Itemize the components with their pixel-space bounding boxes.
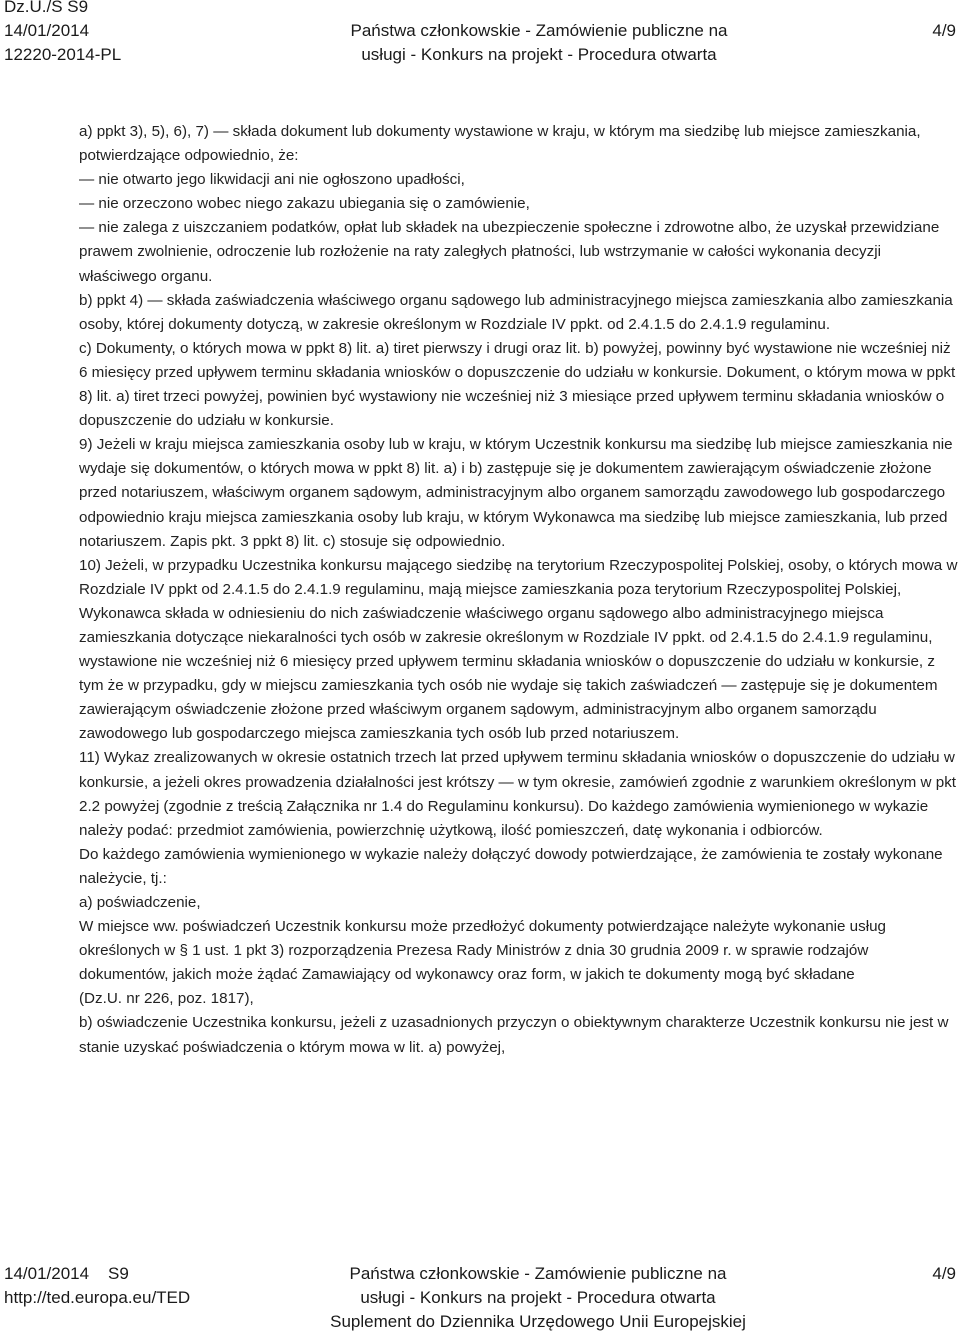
page-footer (0, 1262, 960, 1334)
footer-series: S9 (108, 1264, 129, 1283)
document-body (79, 120, 959, 1060)
paragraph: 9) Jeżeli w kraju miejsca zamieszkania osoby lub w kraju, w którym Uczestnik konkursu ma siedzibę lub miejsce zamieszkania nie wydaje się dokumentów, o których mowa w ppkt 8) lit. a) i b) zastępuje się je dokumentem zawierającym oświadczenie złożone przed notariuszem, właściwym organem sądowym, administracyjnym albo organem samorządu zawodowego lub gospodarczego odpowiednio kraju miejsca zamieszkania osoby lub kraju, w którym Wykonawca ma siedzibę lub miejsce zamieszkania, lub przed notariuszem. Zapis pkt. 3 ppkt 8) lit. c) stosuje się odpowiednio. (79, 436, 953, 550)
paragraph: — nie otwarto jego likwidacji ani nie ogłoszono upadłości, (79, 171, 465, 189)
header-reference (4, 0, 121, 67)
paragraph: c) Dokumenty, o których mowa w ppkt 8) lit. a) tiret pierwszy i drugi oraz lit. b) powyżej, powinny być wystawione nie wcześniej niż 6 miesięcy przed upływem terminu składania wniosków o dopuszczenie do udziału w konkursie. Dokument, o którym mowa w ppkt 8) lit. a) tiret trzeci powyżej, powinien być wystawiony nie wcześniej niż 3 miesiące przed upływem terminu składania wniosków o dopuszczenie do udziału w konkursie. (79, 339, 956, 430)
paragraph: 10) Jeżeli, w przypadku Uczestnika konkursu mającego siedzibę na terytorium Rzeczypospolitej Polskiej, osoby, o których mowa w Rozdziale IV ppkt od 2.4.1.5 do 2.4.1.9 regulaminu, mają miejsce zamieszkania poza terytorium Rzeczypospolitej Polskiej, Wykonawca składa w odniesieniu do nich zaświadczenie właściwego organu sądowego albo administracyjnego miejsca zamieszkania dotyczące niekaralności tych osób w zakresie określonym w Rozdziale IV ppkt. od 2.4.1.5 do 2.4.1.9 regulaminu, wystawione nie wcześniej niż 6 miesięcy przed upływem terminu składania wniosków o dopuszczenie do udziału w konkursie, z tym że w przypadku, gdy w miejscu zamieszkania tych osób nie wydaje się takich zaświadczeń — zastępuje się je dokumentem zawierającym oświadczenie złożone przed właściwym organem sądowym, administracyjnym albo organem samorządu zawodowego lub gospodarczego miejsca zamieszkania tych osób lub przed notariuszem. (79, 556, 958, 743)
footer-reference (4, 1262, 190, 1310)
header-date: 14/01/2014 (4, 21, 90, 40)
header-journal-ref: Dz.U./S S9 (4, 0, 89, 16)
header-title-line1: Państwa członkowskie - Zamówienie publiczne na (350, 21, 728, 40)
paragraph: Do każdego zamówienia wymienionego w wykazie należy dołączyć dowody potwierdzające, że zamówienia te zostały wykonane należycie, tj.: (79, 845, 943, 887)
paragraph: W miejsce ww. poświadczeń Uczestnik konkursu może przedłożyć dokumenty potwierdzające należyte wykonanie usług określonych w § 1 ust. 1 pkt 3) rozporządzenia Prezesa Rady Ministrów z dnia 30 grudnia 2009 r. w sprawie rodzajów dokumentów, jakich może żądać Zamawiający od wykonawcy oraz form, w jakich te dokumenty mogą być składane (79, 918, 886, 984)
paragraph: — nie orzeczono wobec niego zakazu ubiegania się o zamówienie, (79, 195, 530, 213)
paragraph: 11) Wykaz zrealizowanych w okresie ostatnich trzech lat przed upływem terminu składania wniosków o dopuszczenie do udziału w konkursie, a jeżeli okres prowadzenia działalności jest krótszy — w tym okresie, zamówień zgodnie z warunkiem określonym w pkt 2.2 powyżej (zgodnie z treścią Załącznika nr 1.4 do Regulaminu konkursu). Do każdego zamówienia wymienionego w wykazie należy podać: przedmiot zamówienia, powierzchnię użytkową, ilość pomieszczeń, datę wykonania i odbiorców. (79, 749, 957, 839)
paragraph: b) ppkt 4) — składa zaświadczenia właściwego organu sądowego lub administracyjnego miejsca zamieszkania albo zamieszkania osoby, której dokumenty dotyczą, w zakresie określonym w Rozdziale IV ppkt. od 2.4.1.5 do 2.4.1.9 regulaminu. (79, 291, 953, 333)
header-notice-number: 12220-2014-PL (4, 45, 122, 64)
paragraph: (Dz.U. nr 226, poz. 1817), (79, 990, 254, 1008)
footer-page-number: 4/9 (932, 1264, 956, 1283)
footer-title-line2: usługi - Konkurs na projekt - Procedura otwarta (360, 1288, 716, 1307)
header-notice-type (329, 19, 749, 67)
page-header (0, 0, 960, 72)
footer-date: 14/01/2014 (4, 1264, 90, 1283)
paragraph: — nie zalega z uiszczaniem podatków, opłat lub składek na ubezpieczenie społeczne i zdrowotne albo, że uzyskał przewidziane prawem zwolnienie, odroczenie lub rozłożenie na raty zaległych płatności, lub wstrzymanie w całości wykonania decyzji właściwego organu. (79, 219, 940, 285)
footer-supplement: Suplement do Dziennika Urzędowego Unii Europejskiej (330, 1312, 746, 1331)
paragraph: b) oświadczenie Uczestnika konkursu, jeżeli z uzasadnionych przyczyn o obiektywnym charakterze Uczestnik konkursu nie jest w stanie uzyskać poświadczenia o którym mowa w lit. a) powyżej, (79, 1014, 949, 1056)
footer-url-link[interactable]: http://ted.europa.eu/TED (4, 1288, 191, 1307)
paragraph: a) poświadczenie, (79, 894, 201, 911)
paragraph: a) ppkt 3), 5), 6), 7) — składa dokument lub dokumenty wystawione w kraju, w którym ma siedzibę lub miejsce zamieszkania, potwierdzające odpowiednio, że: (79, 123, 921, 165)
header-page-number: 4/9 (932, 21, 956, 40)
footer-title-line1: Państwa członkowskie - Zamówienie publiczne na (349, 1264, 727, 1283)
header-title-line2: usługi - Konkurs na projekt - Procedura otwarta (361, 45, 717, 64)
footer-notice-type (300, 1262, 776, 1334)
